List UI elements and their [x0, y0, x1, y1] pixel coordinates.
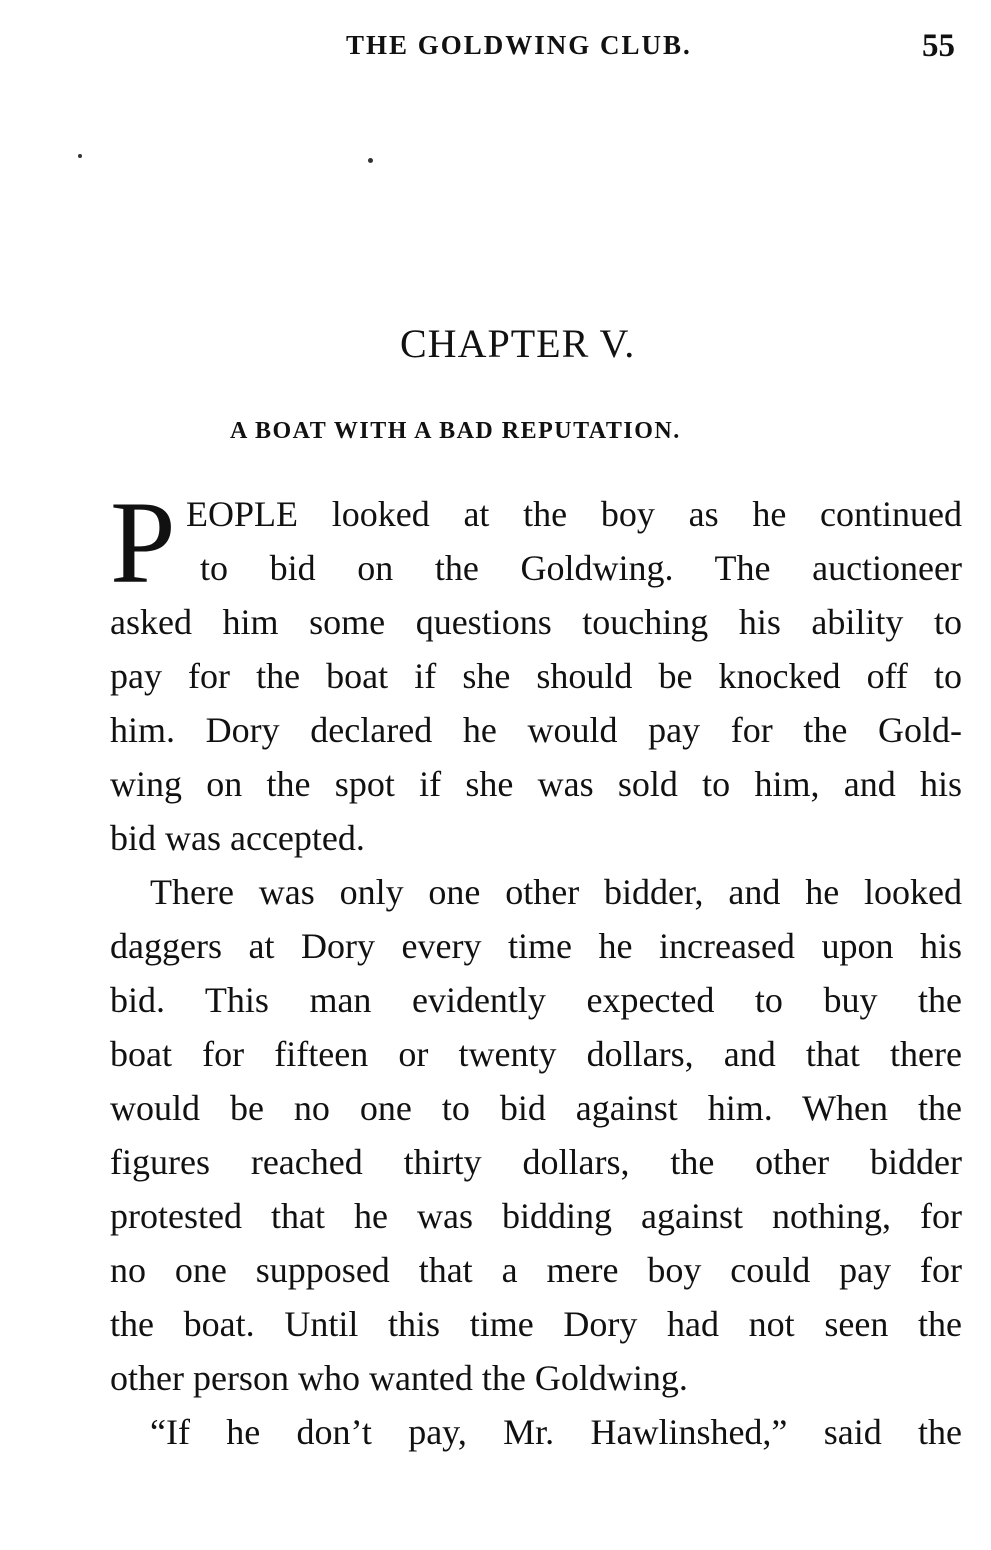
text-line: protested that he was bidding against nothing, for	[110, 1196, 962, 1236]
text-line: There was only one other bidder, and he looked	[150, 872, 962, 912]
text-line: bid was accepted.	[110, 818, 365, 858]
print-speck	[78, 154, 82, 158]
text-line: no one supposed that a mere boy could pay for	[110, 1250, 962, 1290]
text-line: other person who wanted the Goldwing.	[110, 1358, 688, 1398]
text-line: to bid on the Goldwing. The auctioneer	[200, 548, 962, 588]
chapter-title: CHAPTER V.	[400, 321, 636, 366]
text-line: him. Dory declared he would pay for the Gold-	[110, 710, 962, 750]
print-speck	[368, 158, 373, 163]
chapter-subtitle: A BOAT WITH A BAD REPUTATION.	[230, 418, 681, 444]
text-line: wing on the spot if she was sold to him, and his	[110, 764, 962, 804]
text-line: bid. This man evidently expected to buy the	[110, 980, 962, 1020]
text-line: figures reached thirty dollars, the other bidder	[110, 1142, 962, 1182]
running-head: THE GOLDWING CLUB.	[346, 30, 692, 60]
text-line: the boat. Until this time Dory had not seen the	[110, 1304, 962, 1344]
text-line: pay for the boat if she should be knocked off to	[110, 656, 962, 696]
text-line: would be no one to bid against him. When the	[110, 1088, 962, 1128]
text-line: “If he don’t pay, Mr. Hawlinshed,” said the	[150, 1412, 962, 1452]
drop-cap: P	[110, 477, 176, 608]
text-line: EOPLE looked at the boy as he continued	[186, 494, 962, 534]
text-line: boat for fifteen or twenty dollars, and that there	[110, 1034, 962, 1074]
text-line: asked him some questions touching his ability to	[110, 602, 962, 642]
text-line: daggers at Dory every time he increased upon his	[110, 926, 962, 966]
page-number: 55	[922, 28, 955, 64]
